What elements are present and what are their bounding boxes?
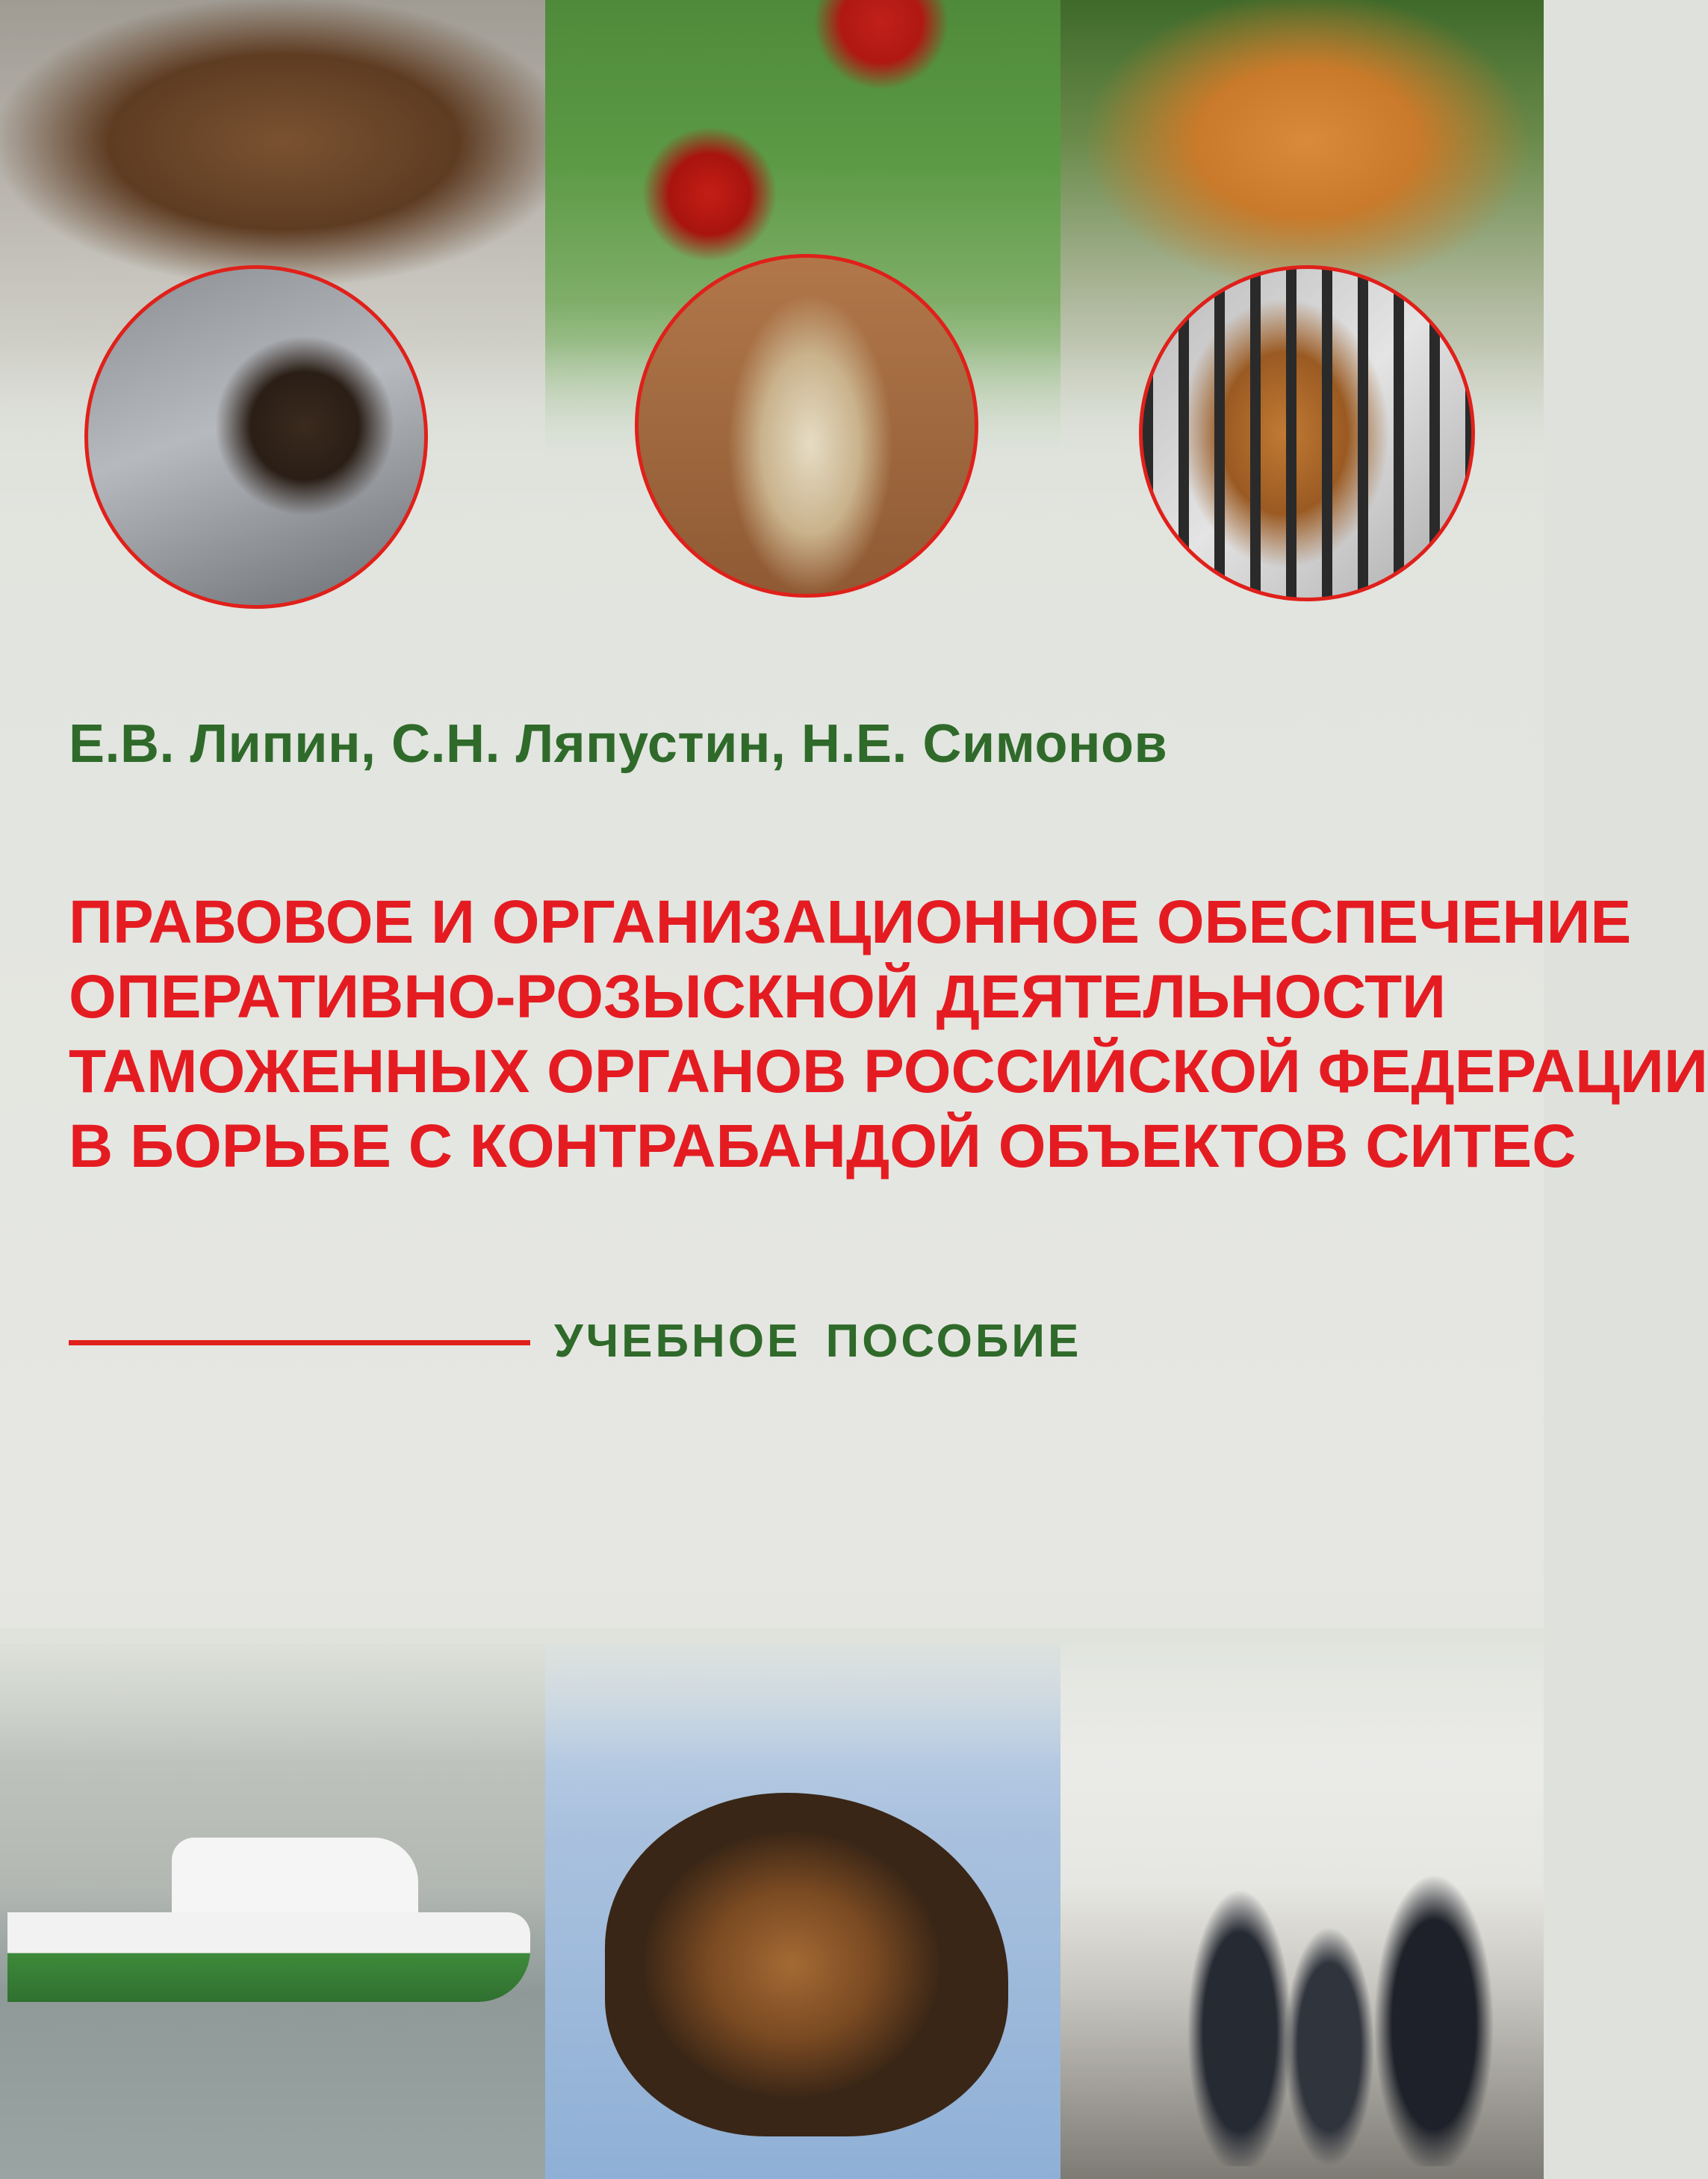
title-line: ТАМОЖЕННЫХ ОРГАНОВ РОССИЙСКОЙ ФЕДЕРАЦИИ: [69, 1038, 1708, 1106]
dog-head: [605, 1793, 1008, 2136]
ginseng-root-inset-photo: [635, 254, 978, 598]
caged-tiger-inset-photo: [1139, 265, 1475, 601]
officers-figures: [1158, 1868, 1509, 2166]
title-line: ПРАВОВОЕ И ОРГАНИЗАЦИОННОЕ ОБЕСПЕЧЕНИЕ: [69, 888, 1632, 956]
bear-paw-inset-photo: [84, 265, 428, 609]
bottom-strip-fade: [0, 1628, 1544, 1763]
book-subtitle: УЧЕБНОЕ ПОСОБИЕ: [554, 1315, 1082, 1367]
title-line: ОПЕРАТИВНО-РОЗЫСКНОЙ ДЕЯТЕЛЬНОСТИ: [69, 963, 1447, 1031]
subtitle-row: [69, 1315, 1338, 1367]
red-divider-line: [69, 1340, 530, 1345]
title-line: В БОРЬБЕ С КОНТРАБАНДОЙ ОБЪЕКТОВ СИТЕС: [69, 1112, 1577, 1180]
boat-hull: [7, 1912, 530, 2002]
authors-line: Е.В. Липин, С.Н. Ляпустин, Н.Е. Симонов: [69, 714, 1168, 774]
boat-cabin: [172, 1838, 418, 1920]
book-title: [69, 885, 1708, 1184]
